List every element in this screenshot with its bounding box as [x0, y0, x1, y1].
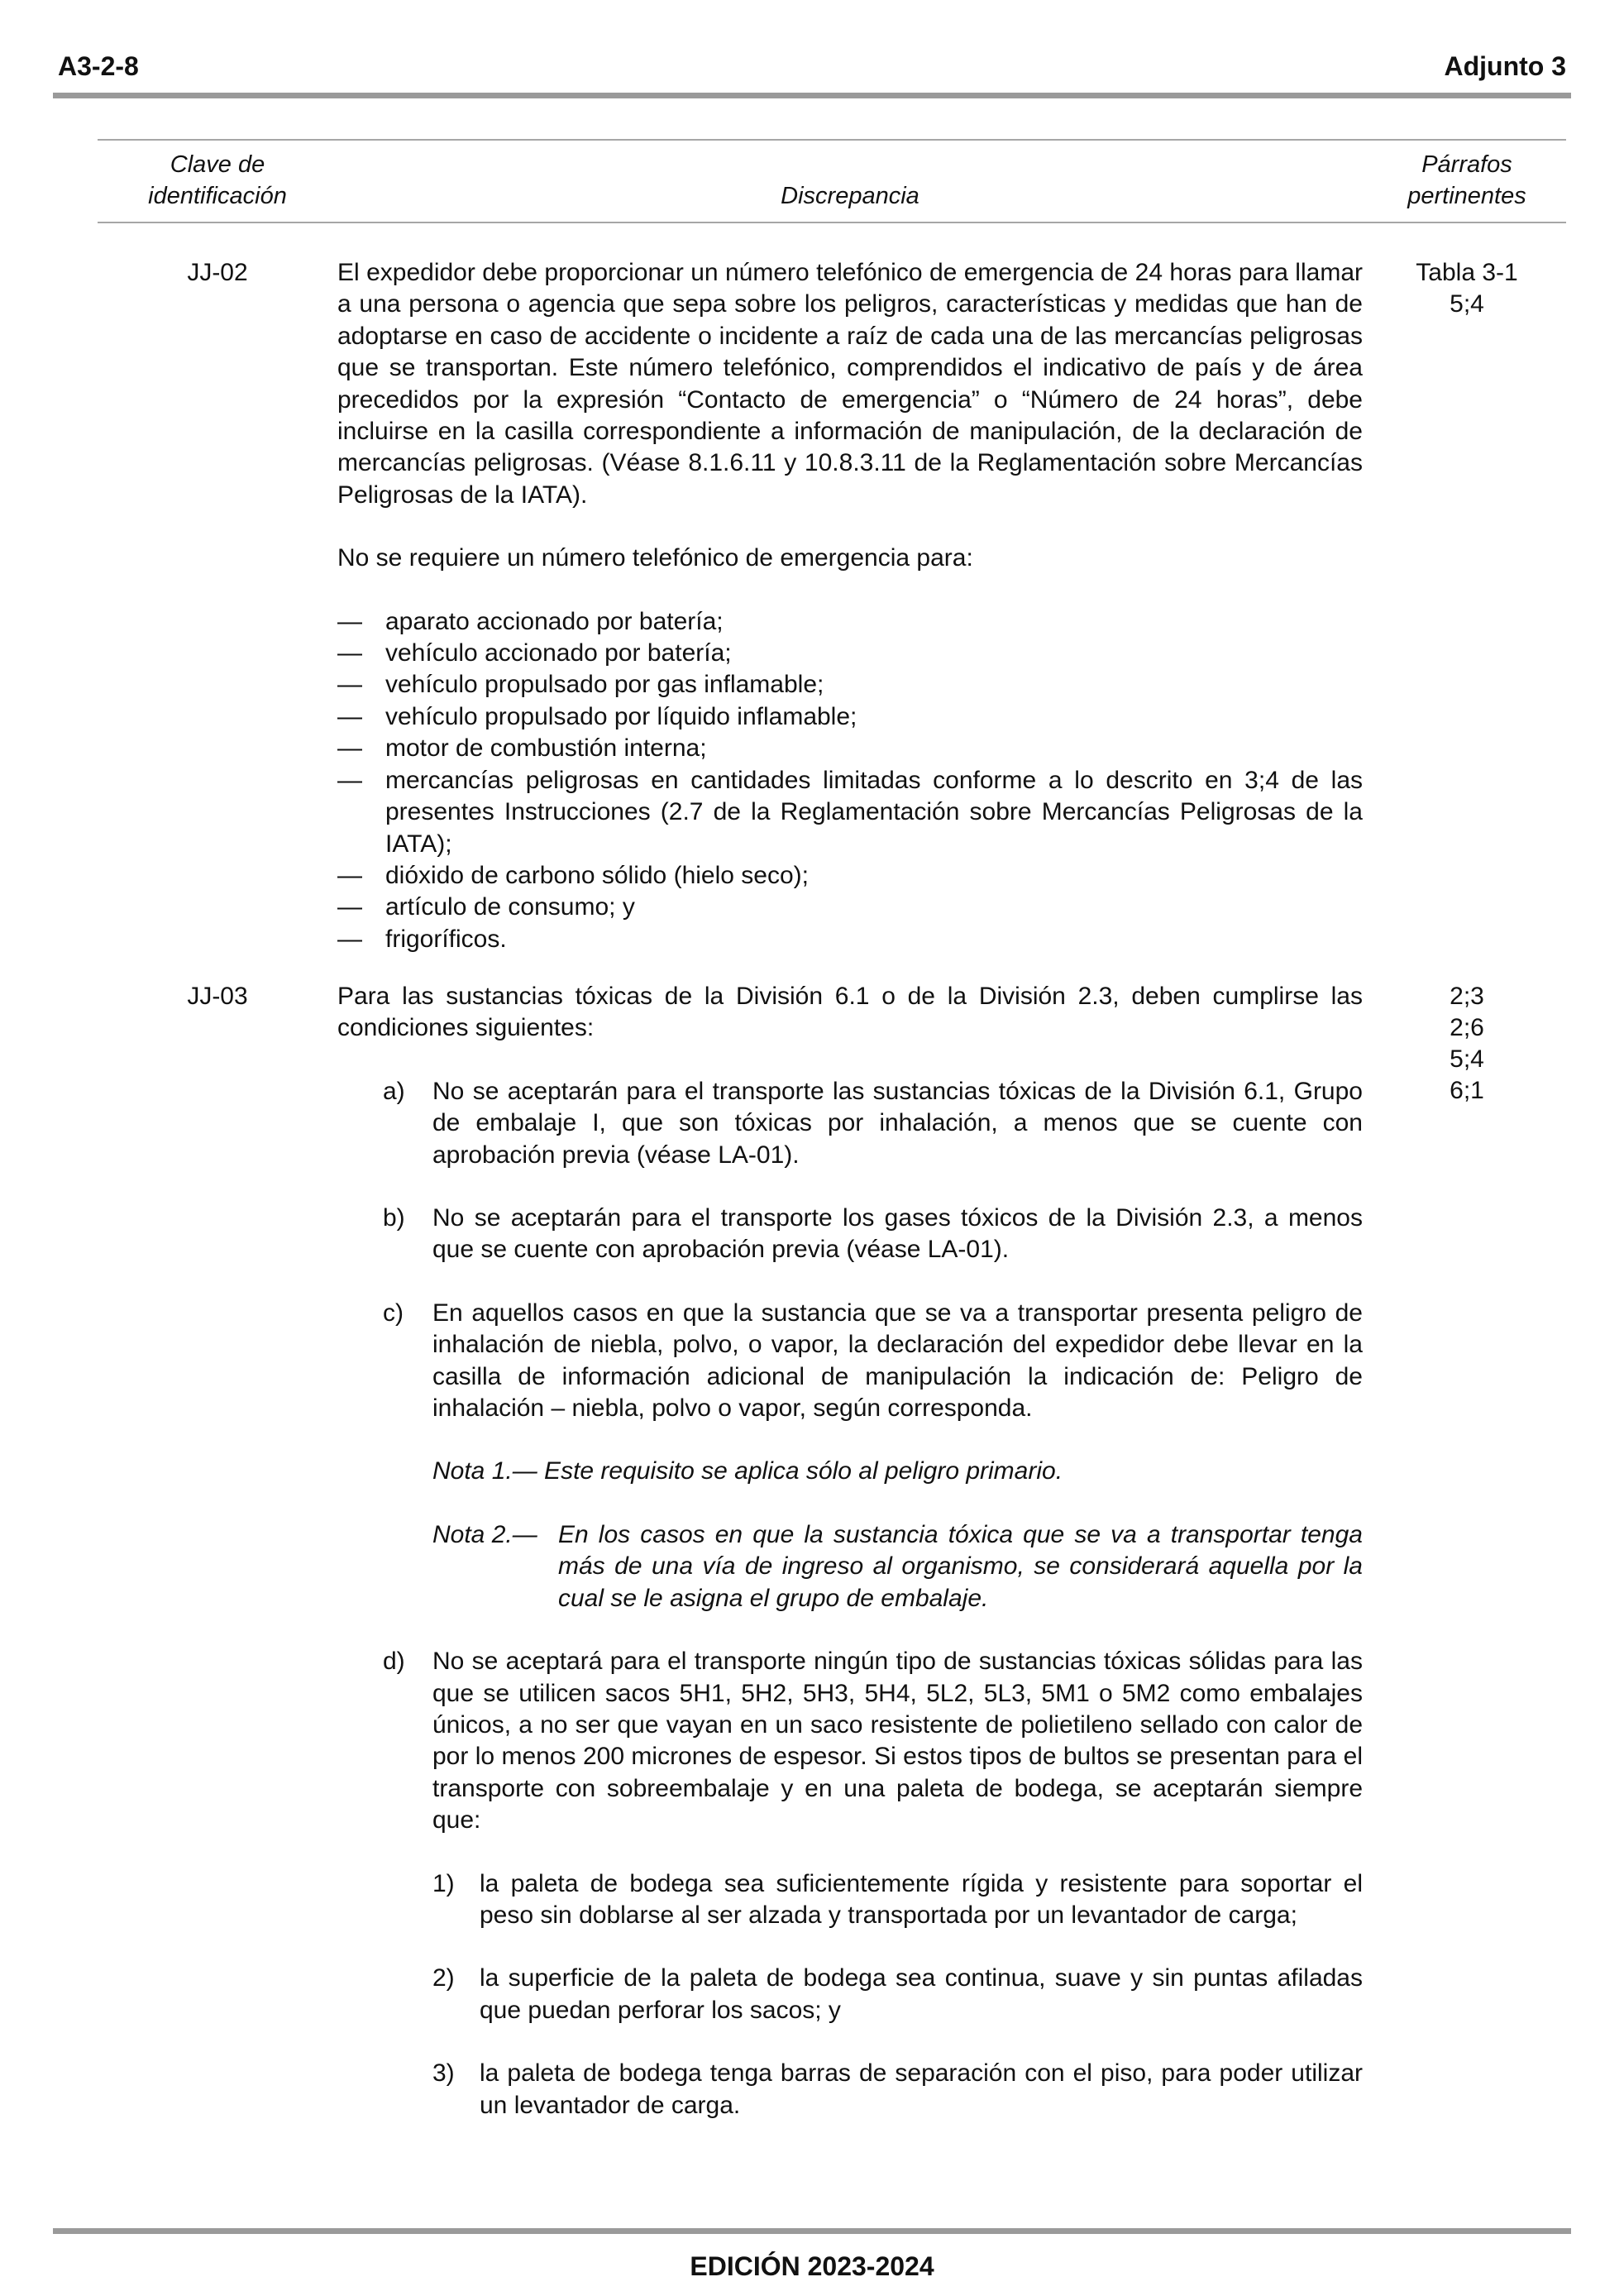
note-1: Nota 1.— Este requisito se aplica sólo al peligro primario.: [432, 1457, 1063, 1485]
list-item: 1) la paleta de bodega sea suficientemente rígida y resistente para soportar el peso sin doblarse al ser alzada y transportada por un levantador de carga;: [432, 1869, 1363, 1929]
row-refs-jj02: Tabla 3-1 5;4: [1416, 259, 1518, 318]
column-header-discrepancy: Discrepancia: [781, 183, 919, 209]
list-item: — vehículo propulsado por gas inflamable;: [337, 671, 824, 699]
list-item: — vehículo propulsado por líquido inflamable;: [337, 702, 857, 730]
row-refs-jj03: 2;3 2;6 5;4 6;1: [1450, 983, 1484, 1104]
condition-d: d) No se aceptará para el transporte ningún tipo de sustancias tóxicas sólidas para las que se utilicen sacos 5H1, 5H2, 5H3, 5H4, 5L2, 5L3, 5M1 o 5M2 como embalajes únicos, a no ser que vayan en un saco resistente de polietileno sellado con calor de por lo menos 200 micrones de espesor. Si estos tipos de bultos se presentan para el transporte con sobreembalaje y en una paleta de bodega, se aceptarán siempre que: 1) la paleta de bodega sea suficientemente rígida y resistente para soportar el peso sin doblarse al ser alzada y transportada por un levantador de carga; 2) la superficie de la paleta de bodega sea continua, suave y sin puntas afiladas que puedan perforar los sacos; y 3) la paleta de bodega tenga barras de separación con el piso, para poder utilizar un levantador de carga.: [337, 1646, 1363, 2121]
edition-footer: EDICIÓN 2023-2024: [690, 2251, 934, 2281]
pallet-requirements: [432, 1868, 1363, 2121]
condition-c: c) En aquellos casos en que la sustancia que se va a transportar presenta peligro de inhalación de niebla, polvo, o vapor, la declaración del expedidor debe llevar en la casilla de información adicional de manipulación la indicación de: Peligro de inhalación – niebla, polvo o vapor, según corresponda. Nota 1.— Este requisito se aplica sólo al peligro primario. Nota 2.— En los casos en que la sustancia tóxica que se va a transportar tenga más de una vía de ingreso al organismo, se considerará aquella por la cual se le asigna el grupo de embalaje.: [337, 1298, 1363, 1614]
column-header-paragraphs: Párrafos pertinentes: [1407, 151, 1526, 209]
list-item: — vehículo accionado por batería;: [337, 639, 732, 667]
row-intro: Para las sustancias tóxicas de la División 6.1 o de la División 2.3, deben cumplirse las condiciones siguientes:: [337, 983, 1363, 1042]
list-item: — mercancías peligrosas en cantidades limitadas conforme a lo descrito en 3;4 de las presentes Instrucciones (2.7 de la Reglamentación sobre Mercancías Peligrosas de la IATA);: [337, 766, 1363, 858]
row-text-jj03: [337, 981, 1363, 2153]
row-intro: El expedidor debe proporcionar un número telefónico de emergencia de 24 horas para llamar a una persona o agencia que sepa sobre los peligros, características y medidas que han de adoptarse en caso de accidente o incidente a raíz de cada una de las mercancías peligrosas que se transportan. Este número telefónico, comprendidos el indicativo de país y de área precedidos por la expresión “Contacto de emergencia” o “Número de 24 horas”, debe incluirse en la casilla correspondiente a información de manipulación, de la declaración de mercancías peligrosas. (Véase 8.1.6.11 y 10.8.3.11 de la Reglamentación sobre Mercancías Peligrosas de la IATA).: [337, 259, 1363, 509]
list-item: — artículo de consumo; y: [337, 893, 635, 921]
row-lead: No se requiere un número telefónico de emergencia para:: [337, 544, 973, 572]
row-id-jj03: JJ-03: [187, 983, 248, 1010]
list-item: — motor de combustión interna;: [337, 734, 707, 763]
list-item: — aparato accionado por batería;: [337, 607, 724, 635]
list-item: 3) la paleta de bodega tenga barras de separación con el piso, para poder utilizar un levantador de carga.: [432, 2059, 1363, 2119]
table-header-rule: [98, 222, 1566, 223]
note-2: Nota 2.— En los casos en que la sustancia tóxica que se va a transportar tenga más de una vía de ingreso al organismo, se considerará aquella por la cual se le asigna el grupo de embalaje.: [432, 1520, 1363, 1612]
row-id-jj02: JJ-02: [187, 259, 248, 286]
header-rule: [53, 93, 1571, 98]
conditions-list: [337, 1076, 1363, 2121]
list-item: — dióxido de carbono sólido (hielo seco);: [337, 861, 809, 889]
attachment-label: Adjunto 3: [1444, 51, 1566, 81]
condition-b: b) No se aceptarán para el transporte los gases tóxicos de la División 2.3, a menos que se cuente con aprobación previa (véase LA-01).: [383, 1204, 1363, 1264]
page-number: A3-2-8: [58, 51, 139, 81]
exemption-list: [337, 606, 1363, 955]
condition-a: a) No se aceptarán para el transporte las sustancias tóxicas de la División 6.1, Grupo de embalaje I, que son tóxicas por inhalación, a menos que se cuente con aprobación previa (véase LA-01).: [383, 1077, 1363, 1169]
list-item: — frigoríficos.: [337, 925, 507, 953]
table-top-rule: [98, 139, 1566, 141]
row-text-jj02: [337, 257, 1363, 955]
column-header-id: Clave de identificación: [148, 151, 287, 209]
footer-rule: [53, 2228, 1571, 2234]
list-item: 2) la superficie de la paleta de bodega sea continua, suave y sin puntas afiladas que puedan perforar los sacos; y: [432, 1964, 1363, 2024]
